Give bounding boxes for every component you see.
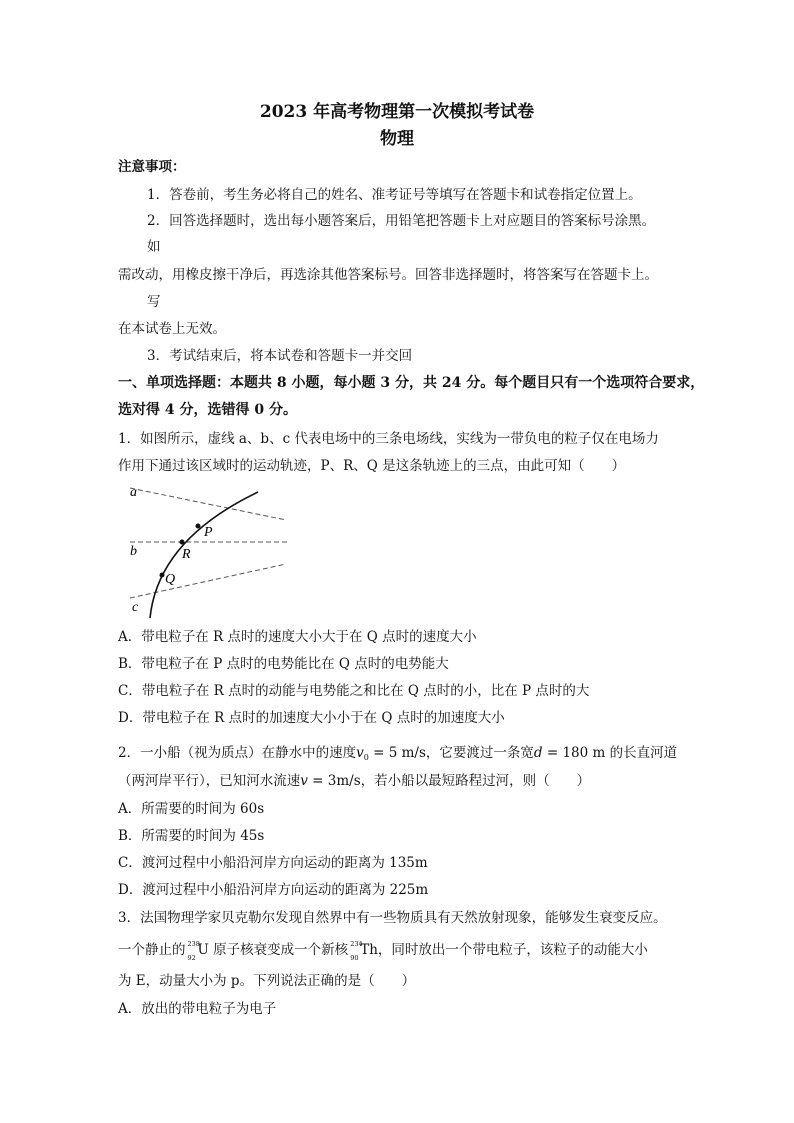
- subject-title: 物理: [380, 129, 414, 149]
- section-heading: 一、单项选择题：本题共 8 小题，每小题 3 分，共 24 分。每个题目只有一个选项符合要求，: [118, 375, 705, 391]
- q2-option-d: D．渡河过程中小船沿河岸方向运动的距离为 225m: [118, 882, 429, 898]
- q2-option-b: B．所需要的时间为 45s: [118, 828, 265, 844]
- q3-stem-end: 为 E，动量大小为 p。下列说法正确的是（ ）: [118, 973, 416, 989]
- q1-option-b: B．带电粒子在 P 点时的电势能比在 Q 点时的电势能大: [118, 656, 449, 672]
- label-r: R: [182, 547, 191, 562]
- notice-item-2: 2．回答选择题时，选出每小题答案后，用铅笔把答题卡上对应题目的答案标号涂黑。: [147, 213, 656, 229]
- label-p: P: [204, 525, 213, 540]
- q3-stem-cont: 一个静止的 238 92 U 原子核衰变成一个新核 234 90 Th，同时放出一个带电粒子，该粒子的动能大小: [118, 940, 648, 962]
- q1-field-diagram: [118, 480, 298, 620]
- q2-option-a: A．所需要的时间为 60s: [118, 801, 265, 817]
- q3-option-a: A．放出的带电粒子为电子: [118, 1001, 277, 1017]
- field-line-a: [130, 488, 286, 520]
- q2-option-c: C．渡河过程中小船沿河岸方向运动的距离为 135m: [118, 855, 428, 871]
- q1-stem: 1．如图所示，虚线 a、b、c 代表电场中的三条电场线，实线为一带负电的粒子仅在电场力: [118, 431, 659, 447]
- notice-item-3: 3．考试结束后，将本试卷和答题卡一并交回: [147, 348, 413, 364]
- point-r: [180, 540, 185, 545]
- q3-stem: 3．法国物理学家贝克勒尔发现自然界中有一些物质具有天然放射现象，能够发生衰变反应。: [118, 910, 667, 926]
- q1-stem-cont: 作用下通过该区域时的运动轨迹，P、R、Q 是这条轨迹上的三点，由此可知（ ）: [118, 458, 626, 474]
- q2-stem-cont: （两河岸平行），已知河水流速v = 3m/s，若小船以最短路程过河，则（ ）: [118, 773, 591, 789]
- q2-stem: 2．一小船（视为质点）在静水中的速度$v_0 = 5$ m/s，它要渡过一条宽d = 180 m 的长直河道: [118, 745, 678, 762]
- point-p: [196, 524, 201, 529]
- notice-item-2-wrap: 如: [147, 239, 161, 255]
- exam-title: 2023 年高考物理第一次模拟考试卷: [259, 102, 535, 122]
- q1-option-a: A．带电粒子在 R 点时的速度大小大于在 Q 点时的速度大小: [118, 629, 477, 645]
- notice-item-2-end: 在本试卷上无效。: [118, 321, 226, 337]
- section-heading-cont: 选对得 4 分，选错得 0 分。: [118, 402, 297, 418]
- notice-item-1: 1．答卷前，考生务必将自己的姓名、准考证号等填写在答题卡和试卷指定位置上。: [147, 187, 642, 203]
- notice-item-2-cont: 需改动，用橡皮擦干净后，再选涂其他答案标号。回答非选择题时，将答案写在答题卡上。: [118, 267, 658, 283]
- point-q: [160, 573, 165, 578]
- notice-heading: 注意事项：: [118, 159, 186, 175]
- q1-option-c: C．带电粒子在 R 点时的动能与电势能之和比在 Q 点时的小，比在 P 点时的大: [118, 683, 590, 699]
- field-line-c: [130, 564, 286, 598]
- label-b: b: [130, 544, 137, 559]
- label-a: a: [130, 485, 137, 500]
- label-q: Q: [165, 572, 176, 587]
- notice-item-2-wrap2: 写: [147, 294, 161, 310]
- label-c: c: [132, 600, 139, 615]
- q1-option-d: D．带电粒子在 R 点时的加速度大小小于在 Q 点时的加速度大小: [118, 710, 505, 726]
